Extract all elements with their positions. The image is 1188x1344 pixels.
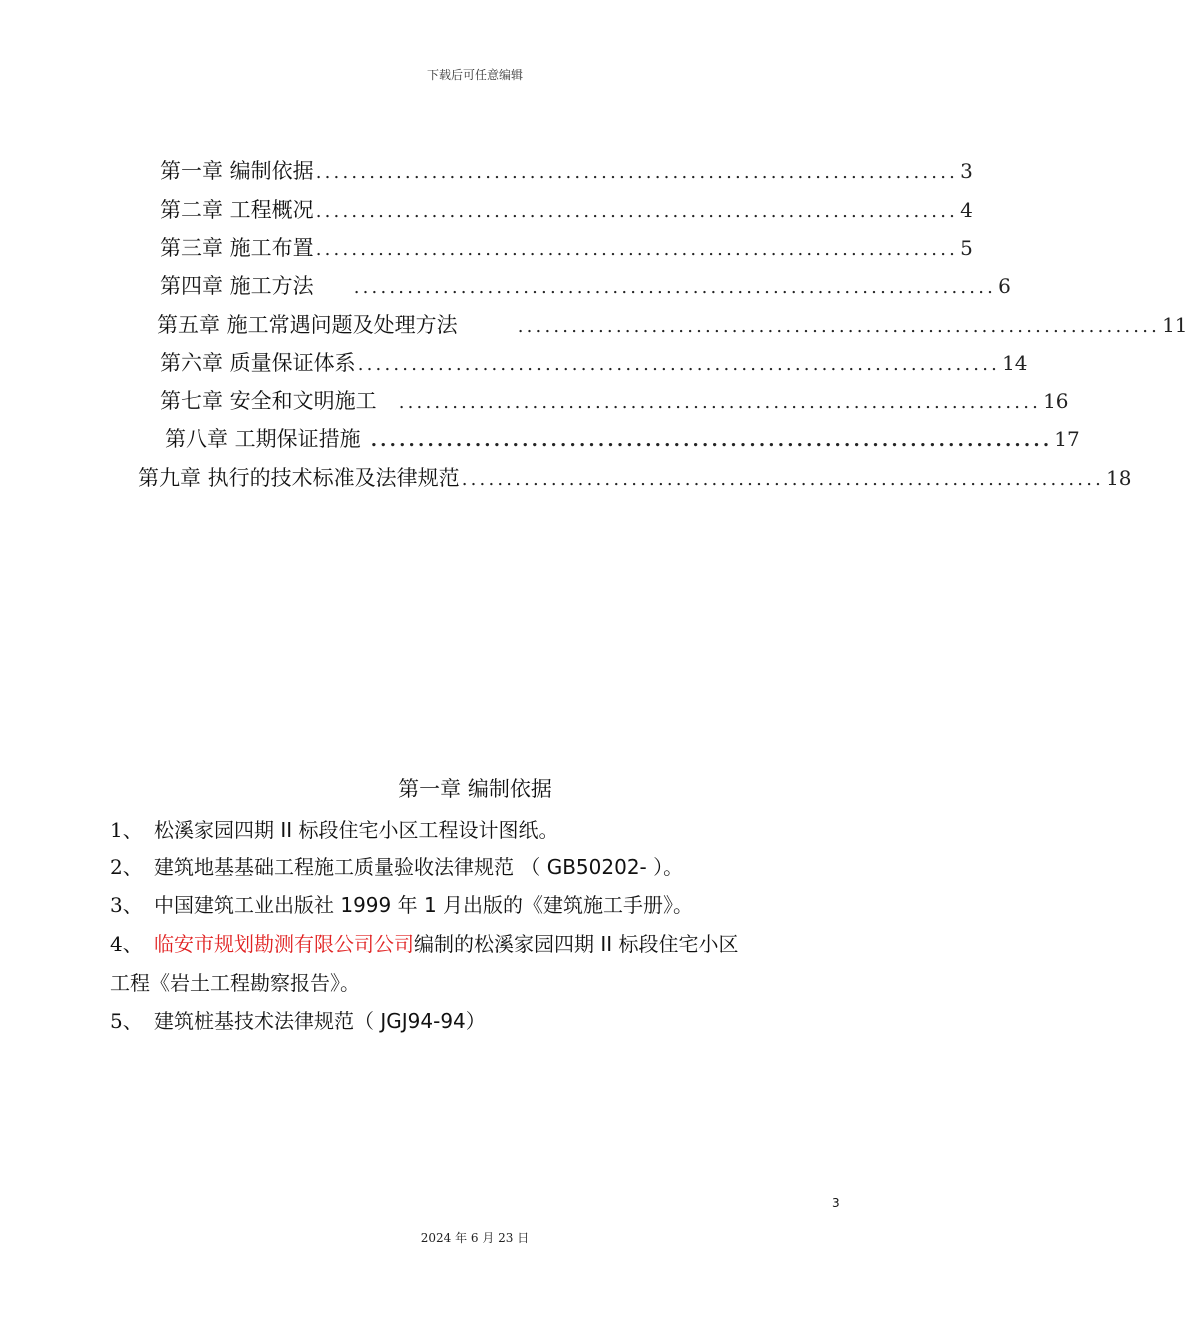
- toc-leader-dots: ........................................................................: [353, 277, 997, 298]
- toc-entry-title: 第九章 执行的技术标准及法律规范: [138, 466, 460, 490]
- toc-entry-title: 第八章 工期保证措施: [165, 427, 361, 451]
- list-item-text: 建筑地基基础工程施工质量验收法律规范 （ GB50202- ）。: [154, 855, 684, 879]
- toc-entry-page: 11: [1162, 313, 1188, 337]
- list-item: [110, 928, 739, 957]
- list-item-highlight: 临安市规划勘测有限公司公司: [154, 932, 414, 956]
- toc-leader-dots: ........................................................................: [370, 430, 1053, 451]
- list-item: [110, 889, 693, 918]
- toc-entry: [165, 423, 1080, 453]
- toc-entry-page: 4: [960, 198, 973, 222]
- toc-entry-page: 3: [960, 159, 973, 183]
- toc-entry-title: 第五章 施工常遇问题及处理方法: [157, 313, 458, 337]
- list-item-text: 松溪家园四期 II 标段住宅小区工程设计图纸。: [154, 818, 559, 842]
- toc-entry-title: 第六章 质量保证体系: [160, 351, 356, 375]
- list-item: [110, 851, 683, 880]
- list-item-number: 4、: [110, 932, 143, 956]
- toc-entry: [160, 347, 1028, 377]
- list-item-number: 3、: [110, 893, 143, 917]
- page-footer-date: 2024 年 6 月 23 日: [420, 1231, 530, 1245]
- toc-entry-page: 14: [1002, 351, 1028, 375]
- list-item-number: 1、: [110, 818, 143, 842]
- toc-leader-dots: ........................................................................: [398, 392, 1042, 413]
- toc-leader-dots: ........................................................................: [357, 354, 1001, 375]
- toc-entry-title: 第二章 工程概况: [160, 198, 314, 222]
- toc-entry-title: 第三章 施工布置: [160, 236, 314, 260]
- list-item-number: 5、: [110, 1009, 143, 1033]
- toc-entry-page: 18: [1106, 466, 1132, 490]
- toc-entry-page: 16: [1043, 389, 1069, 413]
- list-item: [110, 814, 559, 843]
- toc-entry: [160, 194, 973, 224]
- list-item-number: 2、: [110, 855, 143, 879]
- toc-leader-dots: ........................................................................: [461, 469, 1105, 490]
- list-item: [110, 1005, 486, 1034]
- toc-entry-page: 17: [1054, 427, 1080, 451]
- section-heading: 第一章 编制依据: [398, 777, 552, 801]
- toc-entry-page: 5: [960, 236, 973, 260]
- toc-entry: [160, 270, 1011, 300]
- toc-entry: [157, 309, 1188, 339]
- list-item-text: 建筑桩基技术法律规范（ JGJ94-94）: [154, 1009, 486, 1033]
- list-item-text: 编制的松溪家园四期 II 标段住宅小区: [414, 932, 739, 956]
- list-item-text: 中国建筑工业出版社 1999 年 1 月出版的《建筑施工手册》。: [154, 893, 694, 917]
- toc-leader-dots: ........................................................................: [315, 239, 959, 260]
- page-header: 下载后可任意编辑: [426, 68, 523, 82]
- list-item-continuation: 工程《岩土工程勘察报告》。: [110, 971, 360, 995]
- toc-leader-dots: ........................................................................: [315, 201, 959, 222]
- toc-leader-dots: ........................................................................: [517, 316, 1161, 337]
- page-number: 3: [832, 1196, 840, 1210]
- toc-entry-page: 6: [998, 274, 1011, 298]
- toc-entry-title: 第四章 施工方法: [160, 274, 314, 298]
- toc-entry-title: 第一章 编制依据: [160, 159, 314, 183]
- toc-entry: [160, 385, 1069, 415]
- toc-entry: [160, 155, 973, 185]
- toc-entry-title: 第七章 安全和文明施工: [160, 389, 377, 413]
- toc-entry: [160, 232, 973, 262]
- toc-entry: [138, 462, 1132, 492]
- toc-leader-dots: ........................................................................: [315, 162, 959, 183]
